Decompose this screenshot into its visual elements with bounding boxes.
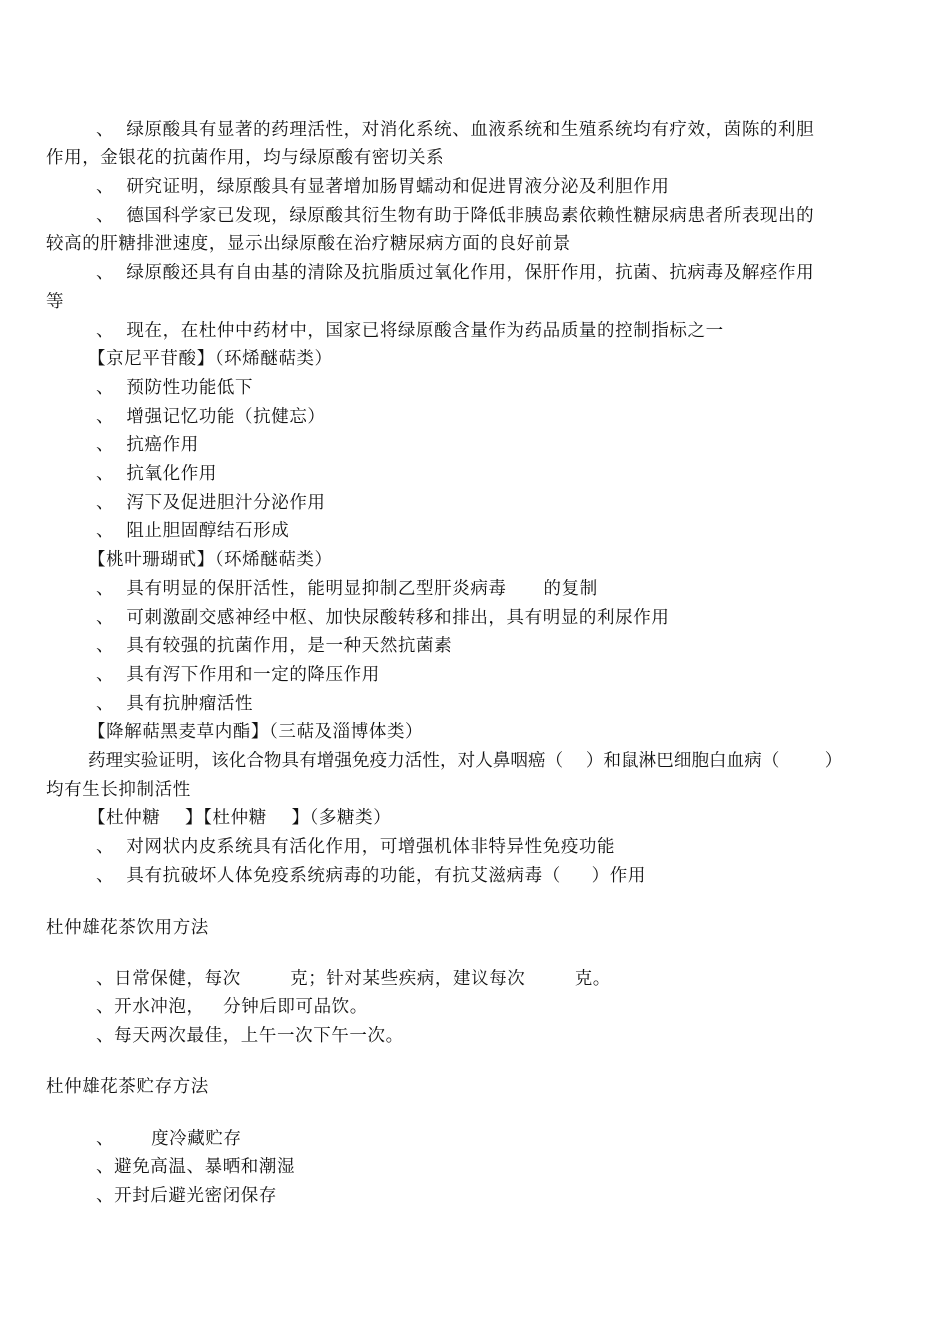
list-item: 、 泻下及促进胆汁分泌作用	[96, 493, 326, 513]
text-line: 等	[46, 292, 65, 312]
text-line: 均有生长抑制活性	[46, 780, 191, 800]
section-title: 杜仲雄花茶贮存方法	[46, 1077, 209, 1097]
section-heading: 【桃叶珊瑚甙】（环烯醚萜类）	[88, 550, 333, 570]
list-item: 、 度冷藏贮存	[96, 1129, 242, 1149]
text-line: 作用，金银花的抗菌作用，均与绿原酸有密切关系	[46, 148, 445, 168]
section-heading: 【降解萜黑麦草内酯】（三萜及淄博体类）	[88, 722, 424, 742]
section-heading: 【京尼平苷酸】（环烯醚萜类）	[88, 349, 333, 369]
list-item: 、 抗癌作用	[96, 435, 199, 455]
text-line: 、 绿原酸具有显著的药理活性，对消化系统、血液系统和生殖系统均有疗效，茵陈的利胆	[96, 120, 815, 140]
list-item: 、 可刺激副交感神经中枢、加快尿酸转移和排出，具有明显的利尿作用	[96, 608, 670, 628]
list-item: 、 预防性功能低下	[96, 378, 254, 398]
list-item: 、 具有抗破坏人体免疫系统病毒的功能，有抗艾滋病毒（ ）作用	[96, 866, 646, 886]
list-item: 、 抗氧化作用	[96, 464, 217, 484]
list-item: 、开水冲泡， 分钟后即可品饮。	[96, 997, 368, 1017]
list-item: 、 具有抗肿瘤活性	[96, 694, 254, 714]
list-item: 、日常保健，每次 克；针对某些疾病，建议每次 克。	[96, 969, 611, 989]
text-line: 较高的肝糖排泄速度，显示出绿原酸在治疗糖尿病方面的良好前景	[46, 234, 571, 254]
list-item: 、 具有明显的保肝活性，能明显抑制乙型肝炎病毒 的复制	[96, 579, 598, 599]
text-line: 药理实验证明，该化合物具有增强免疫力活性，对人鼻咽癌（ ）和鼠淋巴细胞白血病（ ）	[88, 751, 843, 771]
list-item: 、 对网状内皮系统具有活化作用，可增强机体非特异性免疫功能	[96, 837, 616, 857]
text-line: 、 绿原酸还具有自由基的清除及抗脂质过氧化作用，保肝作用，抗菌、抗病毒及解痉作用	[96, 263, 815, 283]
text-line: 、 研究证明，绿原酸具有显著增加肠胃蠕动和促进胃液分泌及利胆作用	[96, 177, 670, 197]
section-title: 杜仲雄花茶饮用方法	[46, 918, 209, 938]
list-item: 、开封后避光密闭保存	[96, 1186, 277, 1206]
list-item: 、 具有较强的抗菌作用，是一种天然抗菌素	[96, 636, 453, 656]
list-item: 、 增强记忆功能（抗健忘）	[96, 407, 326, 427]
section-heading: 【杜仲糖 】【杜仲糖 】（多糖类）	[88, 808, 392, 828]
list-item: 、 阻止胆固醇结石形成	[96, 521, 290, 541]
list-item: 、避免高温、暴晒和潮湿	[96, 1157, 296, 1177]
text-line: 、 现在，在杜仲中药材中，国家已将绿原酸含量作为药品质量的控制指标之一	[96, 321, 724, 341]
list-item: 、 具有泻下作用和一定的降压作用	[96, 665, 380, 685]
list-item: 、每天两次最佳，上午一次下午一次。	[96, 1026, 404, 1046]
text-line: 、 德国科学家已发现，绿原酸其衍生物有助于降低非胰岛素依赖性糖尿病患者所表现出的	[96, 206, 815, 226]
